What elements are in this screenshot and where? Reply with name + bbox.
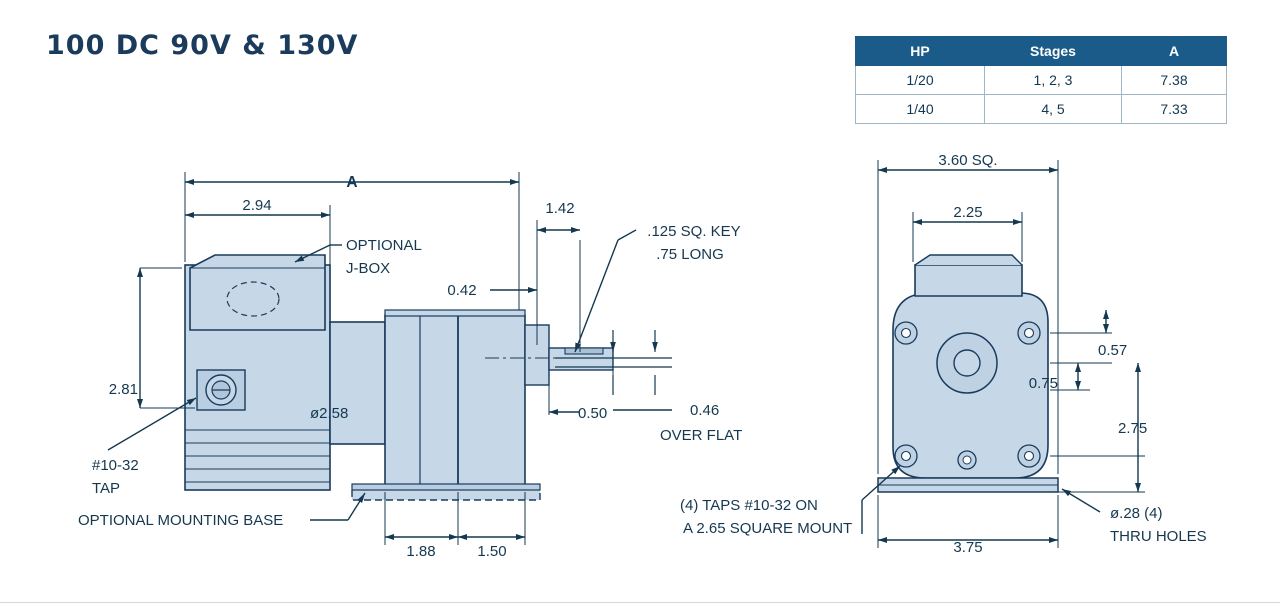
optional-jbox-label-1: OPTIONAL [346, 237, 422, 254]
gearbox-body [385, 315, 525, 490]
tap-hole-br [1025, 452, 1034, 461]
thru-holes-label-2: THRU HOLES [1110, 528, 1207, 545]
table-header-a: A [1122, 37, 1227, 66]
dim-050-label: 0.50 [578, 405, 608, 422]
shaft-key [565, 348, 603, 354]
dim-057-label: 0.57 [1098, 342, 1128, 359]
front-jbox-top [915, 255, 1022, 265]
tap-label-1: #10-32 [92, 457, 139, 474]
tap-hole-bl [902, 452, 911, 461]
thru-holes-label-1: ø.28 (4) [1110, 505, 1163, 522]
key-label-1: .125 SQ. KEY [647, 223, 741, 240]
side-view-drawing [78, 172, 742, 560]
dim-a-label: A [346, 174, 358, 191]
tap-label-2: TAP [92, 480, 121, 497]
dim-188-label: 1.88 [406, 543, 436, 560]
cell-hp: 1/20 [856, 66, 985, 95]
cell-stages: 1, 2, 3 [985, 66, 1122, 95]
dim-281-label: 2.81 [108, 381, 138, 398]
over-flat-label: OVER FLAT [660, 427, 743, 444]
front-junction-box [915, 265, 1022, 296]
key-leader-tail [618, 230, 636, 240]
optional-jbox-label-2: J-BOX [346, 260, 391, 277]
front-view-drawing [680, 152, 1207, 556]
dim-375-label: 3.75 [953, 539, 983, 556]
dim-075-label: 0.75 [1028, 375, 1058, 392]
taps-label-2: A 2.65 SQUARE MOUNT [683, 520, 853, 537]
center-bottom-hole [963, 456, 971, 464]
cell-stages: 4, 5 [985, 95, 1122, 124]
dim-275-label: 2.75 [1118, 420, 1148, 437]
dim-150-label: 1.50 [477, 543, 507, 560]
dim-046-label: 0.46 [690, 402, 720, 419]
junction-box [190, 255, 325, 330]
dim-diam258-label: ø2.58 [310, 405, 349, 422]
taps-label-1: (4) TAPS #10-32 ON [680, 497, 818, 514]
cell-hp: 1/40 [856, 95, 985, 124]
table-header-stages: Stages [985, 37, 1122, 66]
tap-hole-tl [902, 329, 911, 338]
mounting-base-label: OPTIONAL MOUNTING BASE [78, 512, 284, 529]
cell-a: 7.38 [1122, 66, 1227, 95]
cell-a: 7.33 [1122, 95, 1227, 124]
gearbox-cap [385, 310, 525, 316]
table-header-hp: HP [856, 37, 985, 66]
optional-mounting-base [352, 490, 540, 500]
dim-225-label: 2.25 [953, 204, 983, 221]
page-title: 100 DC 90V & 130V [46, 30, 359, 61]
shaft-circle [954, 350, 980, 376]
tap-hole-tr [1025, 329, 1034, 338]
dim-142-label: 1.42 [545, 200, 575, 217]
gearbox-neck [330, 322, 385, 444]
dim-294-label: 2.94 [242, 197, 272, 214]
mounting-base-plate [352, 484, 540, 490]
key-label-2: .75 LONG [656, 246, 724, 263]
tap-leader [108, 398, 196, 450]
key-leader [575, 240, 618, 352]
dim-360sq-label: 3.60 SQ. [938, 152, 998, 169]
dim-042-label: 0.42 [447, 282, 477, 299]
